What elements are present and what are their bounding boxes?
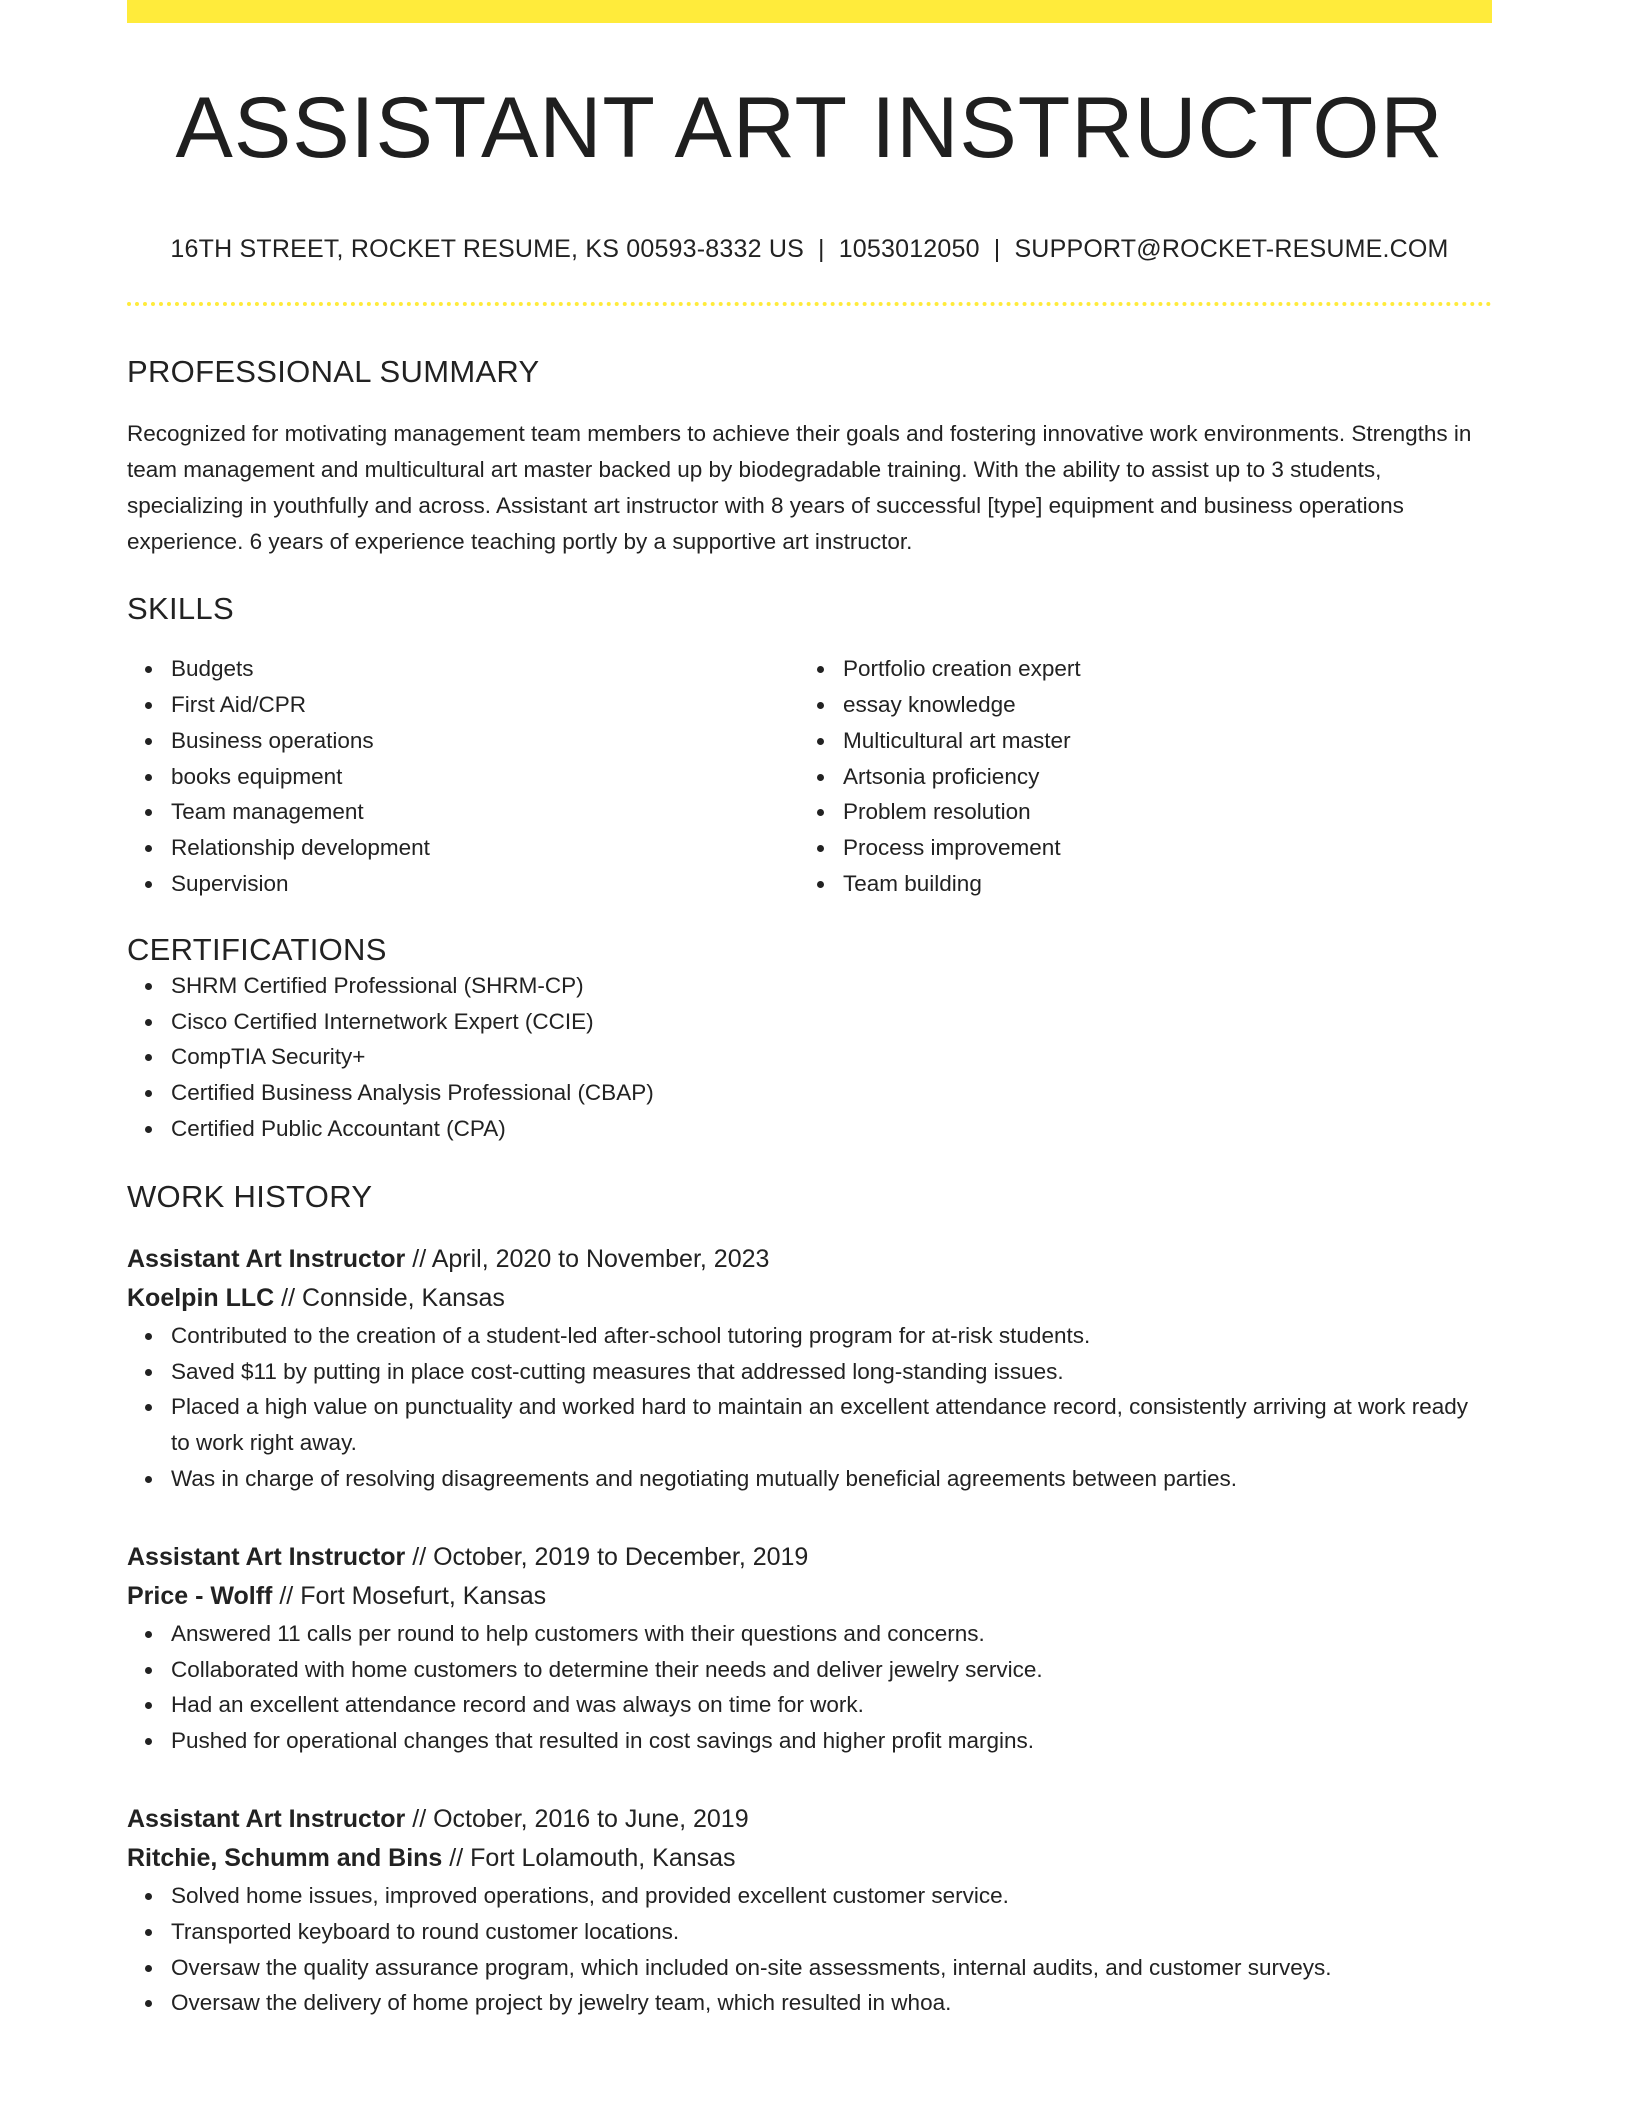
contact-phone: 1053012050 xyxy=(838,235,980,264)
job-bullets xyxy=(127,1878,1492,2021)
job-dates: October, 2019 to December, 2019 xyxy=(433,1542,809,1571)
job-title-line xyxy=(127,1240,1492,1279)
certification-item: CompTIA Security+ xyxy=(171,1039,1492,1075)
dotted-divider xyxy=(127,302,1492,306)
job-separator: // xyxy=(442,1844,471,1873)
job-bullets xyxy=(127,1318,1492,1497)
job-location: Connside, Kansas xyxy=(302,1283,505,1312)
job-entry xyxy=(127,1538,1492,1759)
summary-text: Recognized for motivating management team members to achieve their goals and fostering innovative work environments. Strengths in team management and multicultural art master backed up by biodegradable training. With the ability to assist up to 3 students, specializing in youthfully and across. Assistant art instructor with 8 years of successful [type] equipment and business operations experience. 6 years of experience teaching portly by a supportive art instructor. xyxy=(127,421,1472,555)
certification-item: SHRM Certified Professional (SHRM-CP) xyxy=(171,968,1492,1004)
job-entry xyxy=(127,1800,1492,2021)
skill-item: Process improvement xyxy=(843,830,1471,866)
certification-item: Certified Public Accountant (CPA) xyxy=(171,1111,1492,1147)
job-bullet: Was in charge of resolving disagreements and negotiating mutually beneficial agreements between parties. xyxy=(171,1461,1492,1497)
job-separator: // xyxy=(405,1542,434,1571)
job-separator: // xyxy=(405,1244,432,1273)
job-title-line xyxy=(127,1800,1492,1839)
job-title: Assistant Art Instructor xyxy=(127,1542,406,1571)
job-bullet: Transported keyboard to round customer locations. xyxy=(171,1914,1492,1950)
job-company-line xyxy=(127,1279,1492,1318)
certification-item: Cisco Certified Internetwork Expert (CCIE) xyxy=(171,1004,1492,1040)
job-bullet: Solved home issues, improved operations, and provided excellent customer service. xyxy=(171,1878,1492,1914)
job-location: Fort Lolamouth, Kansas xyxy=(470,1844,736,1873)
job-dates: April, 2020 to November, 2023 xyxy=(431,1244,770,1273)
skills-list-left xyxy=(127,651,799,902)
summary-heading: PROFESSIONAL SUMMARY xyxy=(127,354,540,390)
skill-item: Multicultural art master xyxy=(843,723,1471,759)
job-title-line xyxy=(127,1538,1492,1577)
job-bullet: Had an excellent attendance record and was always on time for work. xyxy=(171,1687,1492,1723)
skill-item: Budgets xyxy=(171,651,799,687)
contact-email: SUPPORT@ROCKET-RESUME.COM xyxy=(1014,235,1449,264)
job-bullet: Oversaw the quality assurance program, which included on-site assessments, internal audits, and customer surveys. xyxy=(171,1950,1492,1986)
job-separator: // xyxy=(272,1581,301,1610)
contact-address: 16TH STREET, ROCKET RESUME, KS 00593-8332 US xyxy=(170,235,804,264)
job-bullet: Placed a high value on punctuality and worked hard to maintain an excellent attendance record, consistently arriving at work ready to work right away. xyxy=(171,1389,1492,1461)
job-bullet: Pushed for operational changes that resulted in cost savings and higher profit margins. xyxy=(171,1723,1492,1759)
job-bullets xyxy=(127,1616,1492,1759)
job-bullet: Answered 11 calls per round to help customers with their questions and concerns. xyxy=(171,1616,1492,1652)
job-title: Assistant Art Instructor xyxy=(127,1805,406,1834)
job-company: Price - Wolff xyxy=(127,1581,273,1610)
job-dates: October, 2016 to June, 2019 xyxy=(433,1805,749,1834)
skill-item: Artsonia proficiency xyxy=(843,759,1471,795)
job-company-line xyxy=(127,1839,1492,1878)
skill-item: Business operations xyxy=(171,723,799,759)
contact-separator: | xyxy=(817,235,825,264)
contact-separator: | xyxy=(993,235,1001,264)
job-entry xyxy=(127,1240,1492,1497)
work-history-heading: WORK HISTORY xyxy=(127,1178,373,1214)
skill-item: Team building xyxy=(843,866,1471,902)
job-bullet: Collaborated with home customers to determine their needs and deliver jewelry service. xyxy=(171,1652,1492,1688)
job-bullet: Saved $11 by putting in place cost-cutting measures that addressed long-standing issues. xyxy=(171,1354,1492,1390)
contact-line xyxy=(127,235,1492,264)
skills-heading: SKILLS xyxy=(127,591,234,627)
job-separator: // xyxy=(405,1805,434,1834)
certification-item: Certified Business Analysis Professional (CBAP) xyxy=(171,1075,1492,1111)
skill-item: Problem resolution xyxy=(843,794,1471,830)
skill-item: Team management xyxy=(171,794,799,830)
skill-item: essay knowledge xyxy=(843,687,1471,723)
job-bullet: Oversaw the delivery of home project by jewelry team, which resulted in whoa. xyxy=(171,1985,1492,2021)
skills-column-left xyxy=(127,651,799,902)
job-separator: // xyxy=(274,1283,303,1312)
job-title: Assistant Art Instructor xyxy=(127,1244,406,1273)
skill-item: books equipment xyxy=(171,759,799,795)
skill-item: Supervision xyxy=(171,866,799,902)
skill-item: Portfolio creation expert xyxy=(843,651,1471,687)
skill-item: First Aid/CPR xyxy=(171,687,799,723)
resume-content xyxy=(127,23,1492,2021)
skills-list-right xyxy=(799,651,1471,902)
skills-grid xyxy=(127,651,1492,902)
accent-top-bar xyxy=(127,0,1492,23)
job-company: Ritchie, Schumm and Bins xyxy=(127,1844,443,1873)
job-location: Fort Mosefurt, Kansas xyxy=(300,1581,547,1610)
skills-column-right xyxy=(799,651,1471,902)
certifications-list xyxy=(127,968,1492,1147)
skill-item: Relationship development xyxy=(171,830,799,866)
certifications-heading: CERTIFICATIONS xyxy=(127,931,387,967)
job-company: Koelpin LLC xyxy=(127,1283,275,1312)
resume-title: ASSISTANT ART INSTRUCTOR xyxy=(175,80,1444,176)
job-company-line xyxy=(127,1577,1492,1616)
job-bullet: Contributed to the creation of a student-led after-school tutoring program for at-risk students. xyxy=(171,1318,1492,1354)
